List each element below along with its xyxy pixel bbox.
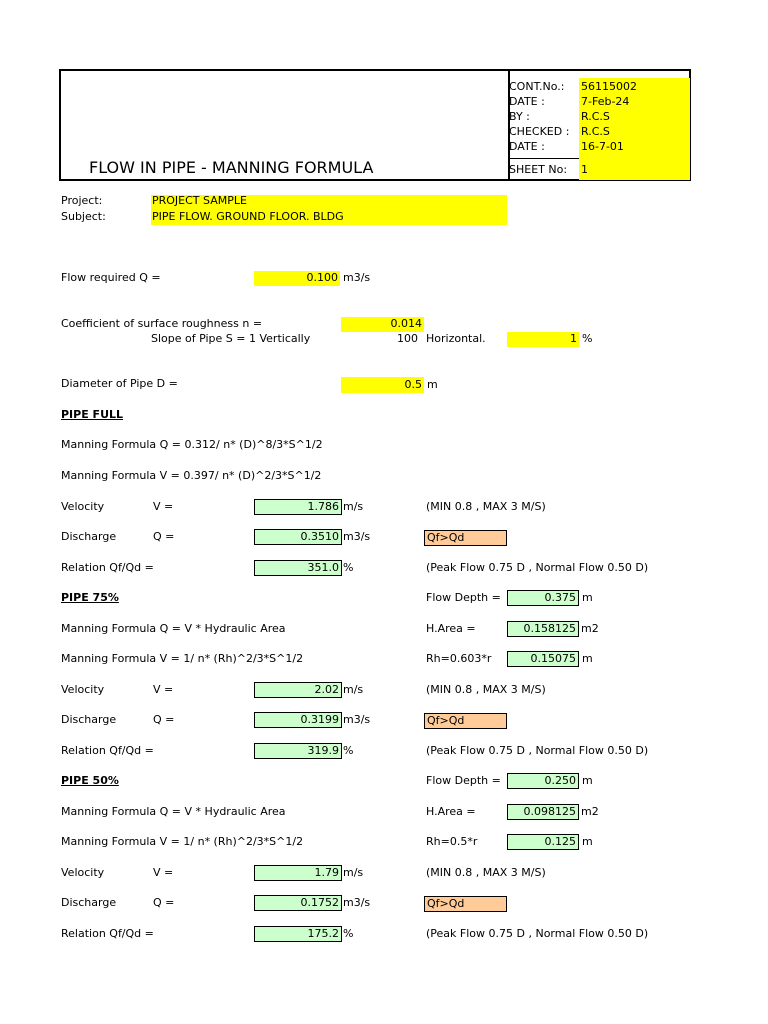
pipe-75-velocity-value: 2.02 — [254, 682, 342, 698]
pipe-50-velocity-sym: V = — [153, 866, 174, 879]
pipe-50-relation-unit: % — [343, 927, 354, 940]
pipe-75-discharge-unit: m3/s — [343, 713, 371, 726]
info-value-date2[interactable]: 16-7-01 — [581, 140, 624, 153]
pipe-75-formula-q: Manning Formula Q = V * Hydraulic Area — [61, 622, 286, 635]
diam-unit: m — [427, 378, 438, 391]
pipe-75-relation-value: 319.9 — [254, 743, 342, 759]
coef-label: Coefficient of surface roughness n = — [61, 317, 263, 330]
horizontal-label: Horizontal. — [426, 332, 486, 345]
page-title: FLOW IN PIPE - MANNING FORMULA — [89, 158, 374, 177]
info-value-by[interactable]: R.C.S — [581, 110, 610, 123]
pipe-full-heading: PIPE FULL — [61, 408, 124, 421]
pipe-50-rh-unit: m — [582, 835, 593, 848]
pipe-full-discharge-sym: Q = — [153, 530, 175, 543]
pipe-75-discharge-value: 0.3199 — [254, 712, 342, 728]
pipe-75-rh-label: Rh=0.603*r — [426, 652, 492, 665]
pipe-50-velocity-value: 1.79 — [254, 865, 342, 881]
info-label-sheet: SHEET No: — [509, 163, 568, 176]
pipe-75-discharge-flag: Qf>Qd — [424, 713, 507, 729]
pipe-50-discharge-flag: Qf>Qd — [424, 896, 507, 912]
slope-vertical: 100 — [397, 332, 418, 345]
pipe-full-formula-q: Manning Formula Q = 0.312/ n* (D)^8/3*S^1/2 — [61, 438, 323, 451]
flow-input[interactable]: 0.100 — [254, 271, 340, 286]
pipe-75-rh-value: 0.15075 — [507, 651, 579, 667]
pipe-50-harea-value: 0.098125 — [507, 804, 579, 820]
pipe-75-rh-unit: m — [582, 652, 593, 665]
flow-unit: m3/s — [343, 271, 371, 284]
pipe-75-heading: PIPE 75% — [61, 591, 119, 604]
subject-value[interactable]: PIPE FLOW. GROUND FLOOR. BLDG — [152, 210, 344, 223]
subject-label: Subject: — [61, 210, 106, 223]
pipe-full-formula-v: Manning Formula V = 0.397/ n* (D)^2/3*S^1/2 — [61, 469, 322, 482]
pipe-full-discharge-label: Discharge — [61, 530, 117, 543]
pipe-50-relation-label: Relation Qf/Qd = — [61, 927, 154, 940]
pipe-50-relation-note: (Peak Flow 0.75 D , Normal Flow 0.50 D) — [426, 927, 649, 940]
diam-label: Diameter of Pipe D = — [61, 377, 178, 390]
info-value-sheet[interactable]: 1 — [581, 163, 588, 176]
pipe-50-depth-unit: m — [582, 774, 593, 787]
slope-pct-unit: % — [582, 332, 593, 345]
info-label-date: DATE : — [509, 95, 545, 108]
pipe-75-harea-unit: m2 — [581, 622, 599, 635]
pipe-full-discharge-unit: m3/s — [343, 530, 371, 543]
pipe-full-velocity-unit: m/s — [343, 500, 364, 513]
pipe-50-discharge-sym: Q = — [153, 896, 175, 909]
pipe-50-relation-value: 175.2 — [254, 926, 342, 942]
pipe-75-velocity-note: (MIN 0.8 , MAX 3 M/S) — [426, 683, 546, 696]
pipe-50-velocity-note: (MIN 0.8 , MAX 3 M/S) — [426, 866, 546, 879]
slope-label: Slope of Pipe S = 1 Vertically — [151, 332, 311, 345]
pipe-75-relation-unit: % — [343, 744, 354, 757]
info-label-date2: DATE : — [509, 140, 545, 153]
info-label-contno: CONT.No.: — [509, 80, 565, 93]
pipe-50-discharge-unit: m3/s — [343, 896, 371, 909]
info-label-by: BY : — [509, 110, 530, 123]
pipe-50-heading: PIPE 50% — [61, 774, 119, 787]
info-value-checked[interactable]: R.C.S — [581, 125, 610, 138]
pipe-full-discharge-value: 0.3510 — [254, 529, 342, 545]
pipe-50-discharge-label: Discharge — [61, 896, 117, 909]
pipe-full-relation-unit: % — [343, 561, 354, 574]
pipe-50-formula-q: Manning Formula Q = V * Hydraulic Area — [61, 805, 286, 818]
pipe-50-rh-label: Rh=0.5*r — [426, 835, 478, 848]
pipe-50-harea-label: H.Area = — [426, 805, 476, 818]
pipe-75-depth-value: 0.375 — [507, 590, 579, 606]
pipe-75-depth-unit: m — [582, 591, 593, 604]
pipe-75-relation-label: Relation Qf/Qd = — [61, 744, 154, 757]
pipe-75-formula-v: Manning Formula V = 1/ n* (Rh)^2/3*S^1/2 — [61, 652, 304, 665]
pipe-75-velocity-label: Velocity — [61, 683, 105, 696]
pipe-full-velocity-label: Velocity — [61, 500, 105, 513]
pipe-75-discharge-sym: Q = — [153, 713, 175, 726]
pipe-full-velocity-sym: V = — [153, 500, 174, 513]
pipe-full-relation-value: 351.0 — [254, 560, 342, 576]
pipe-full-discharge-flag: Qf>Qd — [424, 530, 507, 546]
pipe-50-harea-unit: m2 — [581, 805, 599, 818]
info-label-checked: CHECKED : — [509, 125, 570, 138]
pipe-50-rh-value: 0.125 — [507, 834, 579, 850]
pipe-full-velocity-note: (MIN 0.8 , MAX 3 M/S) — [426, 500, 546, 513]
pipe-75-harea-label: H.Area = — [426, 622, 476, 635]
pipe-75-velocity-unit: m/s — [343, 683, 364, 696]
pipe-full-relation-note: (Peak Flow 0.75 D , Normal Flow 0.50 D) — [426, 561, 649, 574]
pipe-50-depth-label: Flow Depth = — [426, 774, 501, 787]
pipe-75-depth-label: Flow Depth = — [426, 591, 501, 604]
pipe-75-discharge-label: Discharge — [61, 713, 117, 726]
diam-input[interactable]: 0.5 — [341, 377, 424, 393]
pipe-50-velocity-unit: m/s — [343, 866, 364, 879]
coef-input[interactable]: 0.014 — [341, 317, 424, 332]
pipe-50-velocity-label: Velocity — [61, 866, 105, 879]
pipe-75-harea-value: 0.158125 — [507, 621, 579, 637]
pipe-50-formula-v: Manning Formula V = 1/ n* (Rh)^2/3*S^1/2 — [61, 835, 304, 848]
info-value-contno[interactable]: 56115002 — [581, 80, 637, 93]
project-value[interactable]: PROJECT SAMPLE — [152, 194, 247, 207]
pipe-75-velocity-sym: V = — [153, 683, 174, 696]
flow-label: Flow required Q = — [61, 271, 161, 284]
pipe-75-relation-note: (Peak Flow 0.75 D , Normal Flow 0.50 D) — [426, 744, 649, 757]
slope-pct-input[interactable]: 1 — [507, 332, 579, 347]
pipe-full-velocity-value: 1.786 — [254, 499, 342, 515]
project-label: Project: — [61, 194, 103, 207]
pipe-full-relation-label: Relation Qf/Qd = — [61, 561, 154, 574]
info-value-date[interactable]: 7-Feb-24 — [581, 95, 630, 108]
pipe-50-depth-value: 0.250 — [507, 773, 579, 789]
pipe-50-discharge-value: 0.1752 — [254, 895, 342, 911]
